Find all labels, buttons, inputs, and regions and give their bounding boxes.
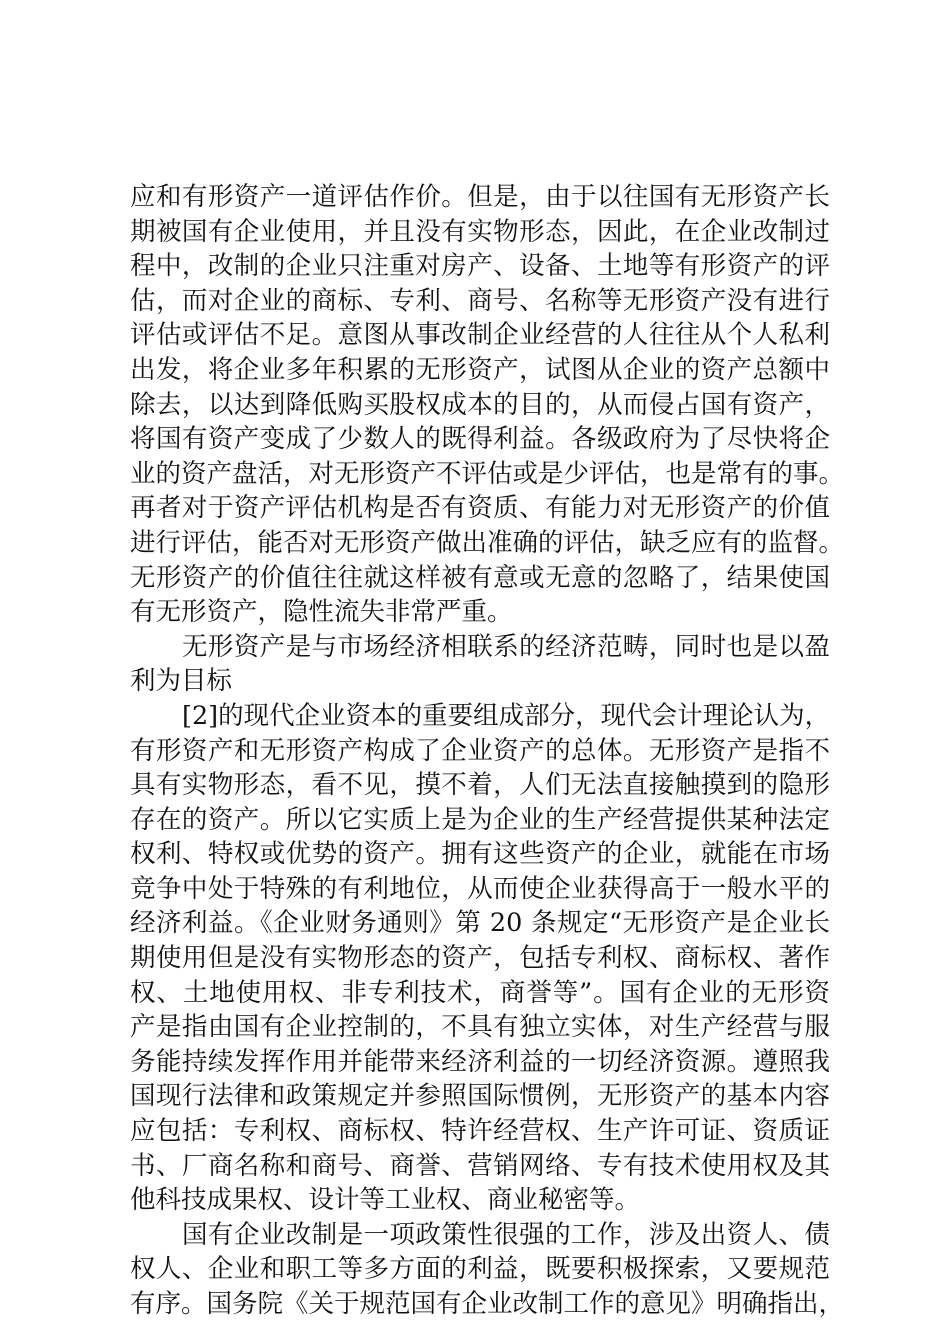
text-line: 将国有资产变成了少数人的既得利益。各级政府为了尽快将企 (130, 424, 830, 455)
text-line: 利为目标 (130, 666, 233, 697)
text-line: 权利、特权或优势的资产。拥有这些资产的企业，就能在市场 (130, 839, 830, 870)
text-line: 业的资产盘活，对无形资产不评估或是少评估，也是常有的事。 (130, 458, 845, 489)
text-line: 他科技成果权、设计等工业权、商业秘密等。 (130, 1185, 641, 1216)
body-text (130, 180, 845, 1322)
text-line: 务能持续发挥作用并能带来经济利益的一切经济资源。遵照我 (130, 1046, 830, 1077)
text-line: 除去，以达到降低购买股权成本的目的，从而侵占国有资产， (130, 389, 830, 420)
text-line: 权、土地使用权、非专利技术，商誉等”。国有企业的无形资 (130, 977, 830, 1008)
text-line: 具有实物形态，看不见，摸不着，人们无法直接触摸到的隐形 (130, 770, 830, 801)
text-line: 出发，将企业多年积累的无形资产，试图从企业的资产总额中 (130, 354, 830, 385)
text-line: [2]的现代企业资本的重要组成部分，现代会计理论认为， (182, 700, 831, 731)
text-line: 应和有形资产一道评估作价。但是，由于以往国有无形资产长 (130, 182, 830, 212)
text-line: 书、厂商名称和商号、商誉、营销网络、专有技术使用权及其 (130, 1150, 830, 1181)
text-line: 国现行法律和政策规定并参照国际惯例，无形资产的基本内容 (130, 1081, 830, 1112)
text-line: 国有企业改制是一项政策性很强的工作，涉及出资人、债 (182, 1219, 830, 1250)
text-line: 应包括：专利权、商标权、特许经营权、生产许可证、资质证 (130, 1116, 830, 1147)
text-line: 估，而对企业的商标、专利、商号、名称等无形资产没有进行 (130, 285, 830, 316)
text-line: 有形资产和无形资产构成了企业资产的总体。无形资产是指不 (130, 735, 830, 766)
text-line: 经济利益。《企业财务通则》第 20 条规定“无形资产是企业长 (130, 908, 830, 939)
text-line: 期被国有企业使用，并且没有实物形态，因此，在企业改制过 (130, 216, 830, 247)
text-line: 存在的资产。所以它实质上是为企业的生产经营提供某种法定 (130, 804, 830, 835)
text-line: 评估或评估不足。意图从事改制企业经营的人往往从个人私利 (130, 320, 830, 351)
text-line: 权人、企业和职工等多方面的利益，既要积极探索，又要规范 (130, 1254, 830, 1285)
text-line: 程中，改制的企业只注重对房产、设备、土地等有形资产的评 (130, 251, 830, 282)
text-line: 有无形资产，隐性流失非常严重。 (130, 597, 513, 628)
text-line: 再者对于资产评估机构是否有资质、有能力对无形资产的价值 (130, 493, 830, 524)
text-line: 有序。国务院《关于规范国有企业改制工作的意见》明确指出， (130, 1289, 845, 1319)
text-line: 产是指由国有企业控制的，不具有独立实体，对生产经营与服 (130, 1012, 830, 1043)
text-line: 期使用但是没有实物形态的资产，包括专利权、商标权、著作 (130, 943, 830, 974)
text-line: 进行评估，能否对无形资产做出准确的评估，缺乏应有的监督。 (130, 527, 845, 558)
text-line: 竞争中处于特殊的有利地位，从而使企业获得高于一般水平的 (130, 873, 830, 904)
text-line: 无形资产的价值往往就这样被有意或无意的忽略了，结果使国 (130, 562, 830, 593)
text-line: 无形资产是与市场经济相联系的经济范畴，同时也是以盈 (182, 631, 830, 662)
